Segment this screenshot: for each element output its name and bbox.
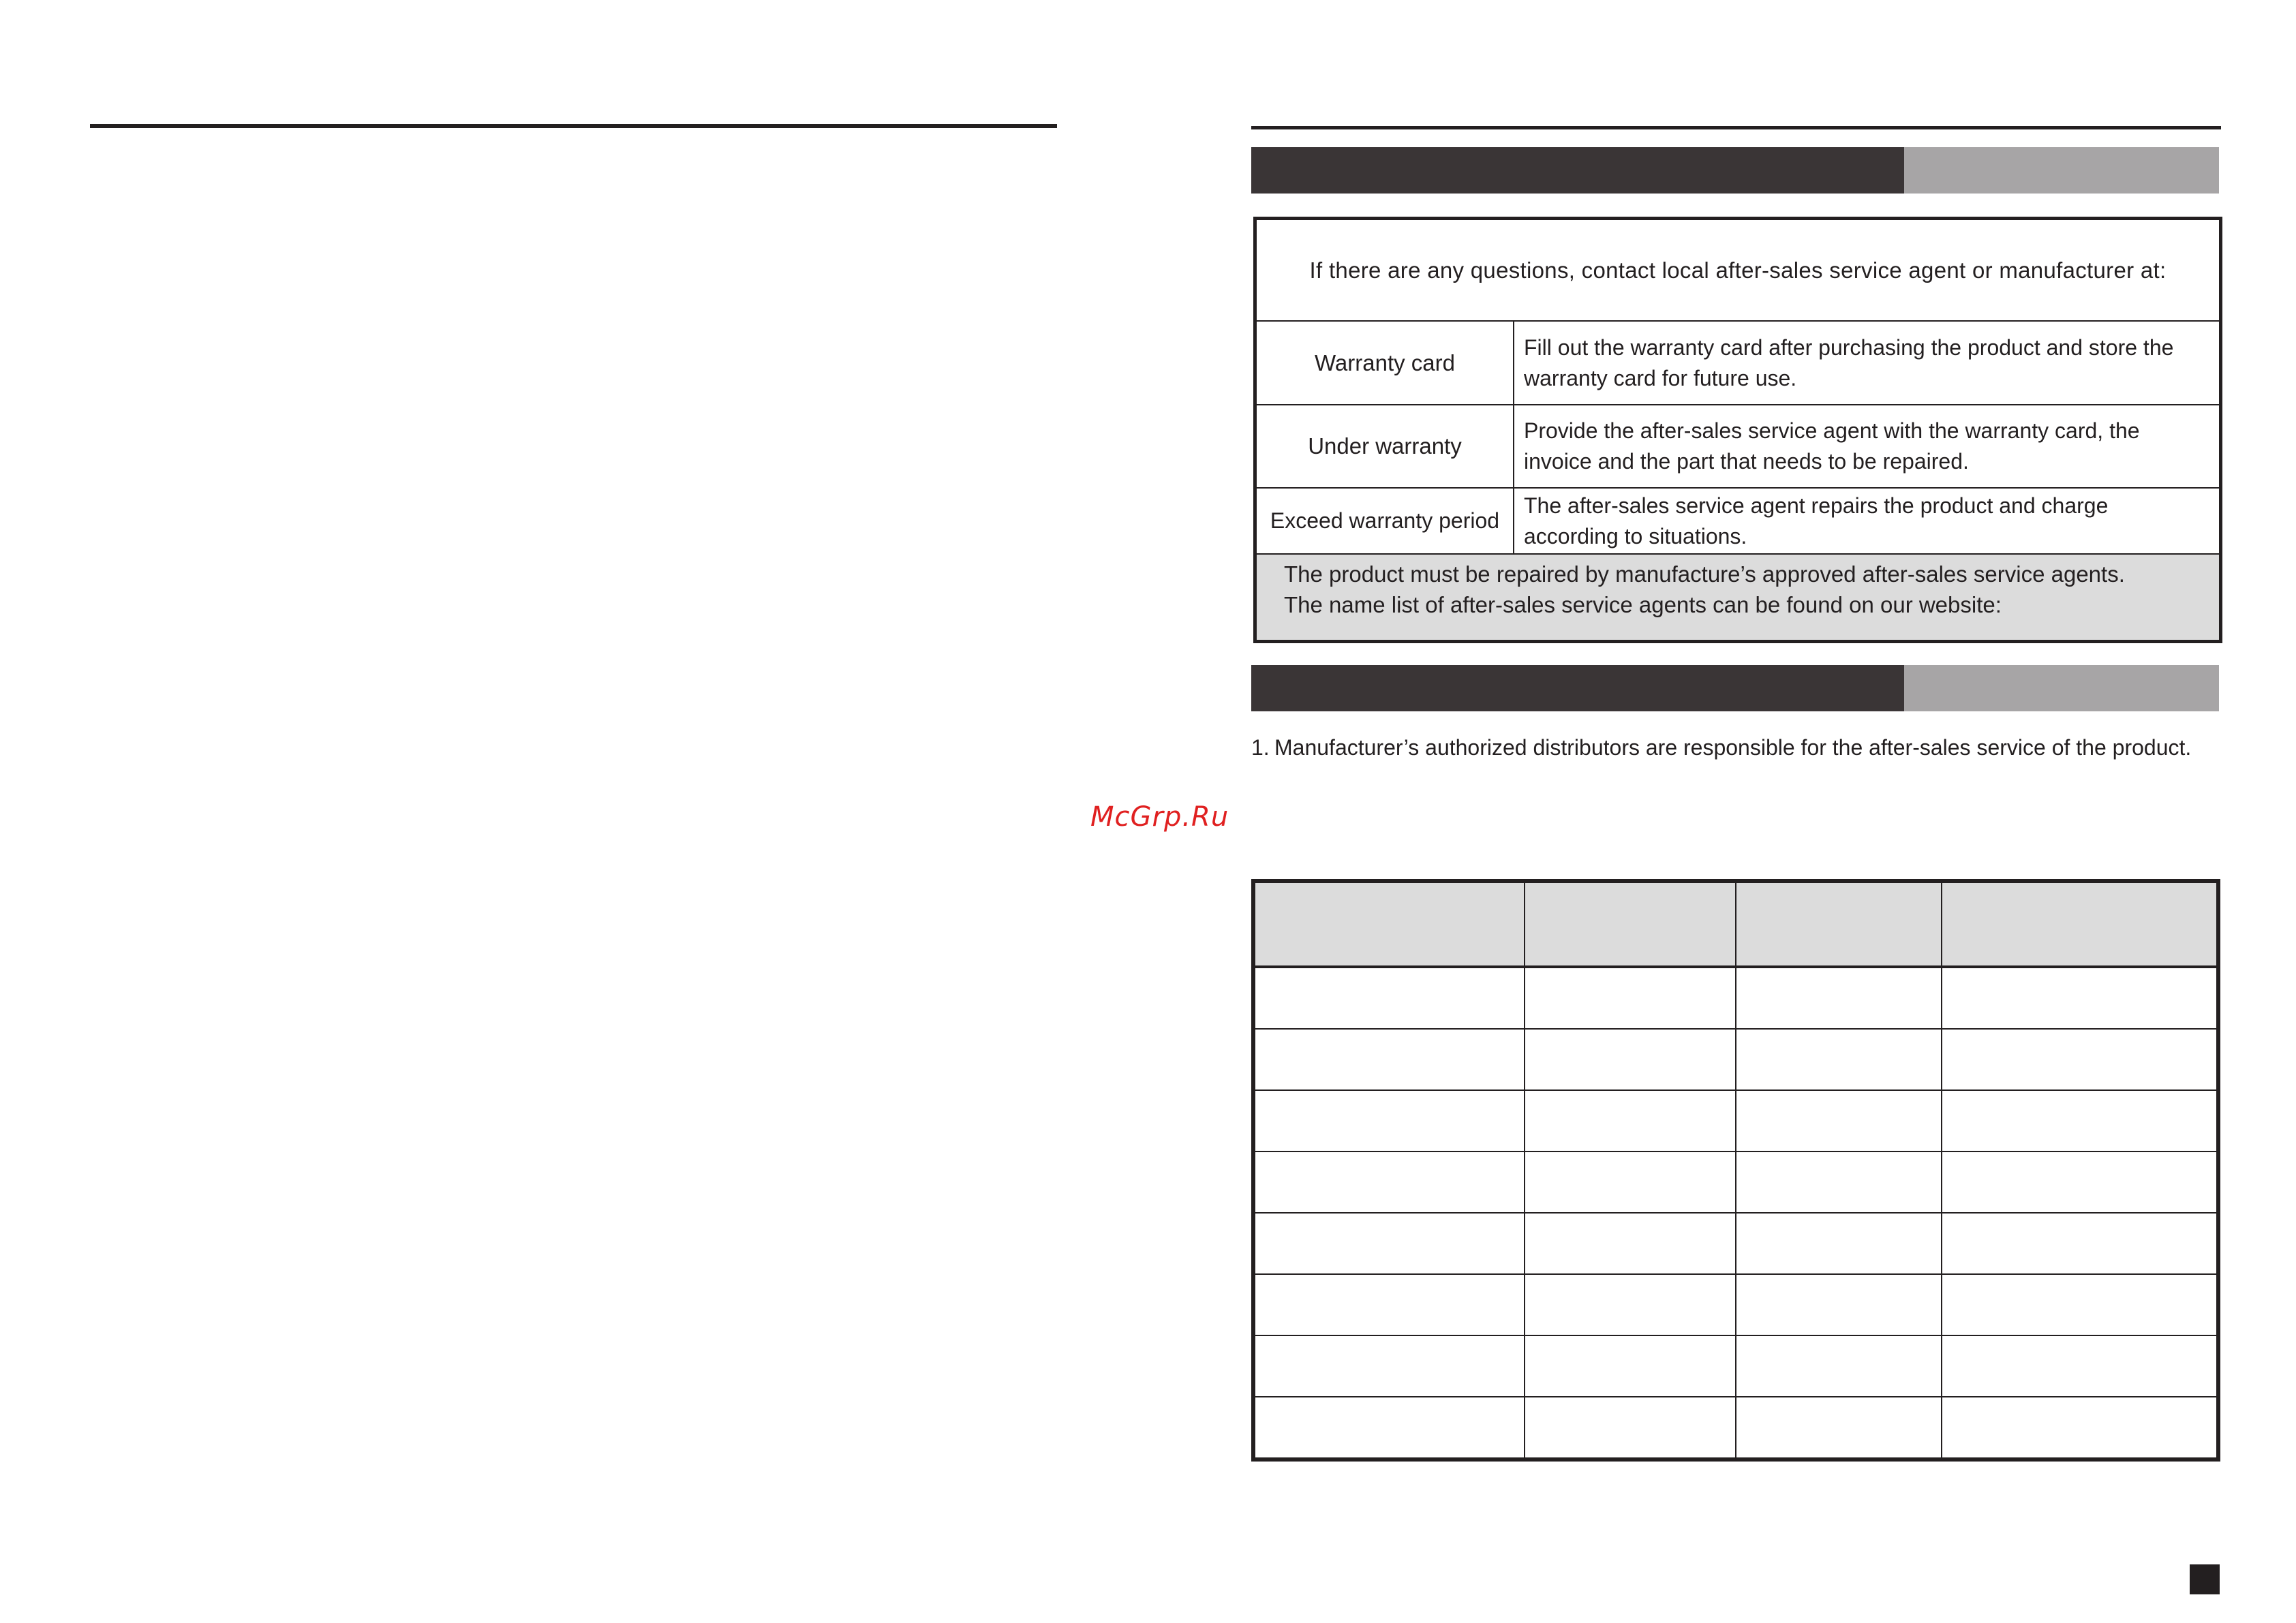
table-cell: [1253, 1090, 1525, 1151]
table-cell: [1736, 1335, 1942, 1397]
warranty-row-label: Under warranty: [1257, 405, 1514, 487]
table-cell: [1736, 1151, 1942, 1213]
table-cell: [1525, 1151, 1736, 1213]
table-header-row: [1253, 881, 2218, 967]
service-section-header-bar: [1251, 665, 2219, 711]
table-cell: [1525, 1397, 1736, 1459]
warranty-intro-text: If there are any questions, contact local after-sales service agent or manufacturer at:: [1309, 257, 2167, 283]
table-cell: [1253, 1335, 1525, 1397]
section-bar-dark: [1251, 147, 1904, 194]
table-header-cell: [1253, 881, 1525, 967]
table-cell: [1253, 1213, 1525, 1274]
warranty-note-line2: The name list of after-sales service agents can be found on our website:: [1284, 592, 2002, 617]
page-marker-square: [2190, 1564, 2220, 1594]
table-cell: [1942, 1090, 2218, 1151]
table-cell: [1942, 1397, 2218, 1459]
table-cell: [1736, 1397, 1942, 1459]
left-page-top-rule: [90, 124, 1057, 128]
table-cell: [1736, 1274, 1942, 1335]
table-cell: [1942, 1335, 2218, 1397]
warranty-row-exceed: [1257, 487, 2219, 553]
table-cell: [1253, 967, 1525, 1029]
table-cell: [1253, 1397, 1525, 1459]
table-row: [1253, 1397, 2218, 1459]
warranty-note-line1: The product must be repaired by manufacture’s approved after-sales service agents.: [1284, 561, 2125, 587]
service-note-item: [1251, 732, 2205, 763]
table-cell: [1253, 1274, 1525, 1335]
table-row: [1253, 1151, 2218, 1213]
section-bar-dark: [1251, 665, 1904, 711]
warranty-row-card: [1257, 320, 2219, 404]
table-row: [1253, 1335, 2218, 1397]
table-cell: [1525, 967, 1736, 1029]
warranty-row-text: The after-sales service agent repairs the product and charge according to situations.: [1524, 493, 2109, 548]
table-cell: [1942, 1213, 2218, 1274]
table-cell: [1736, 967, 1942, 1029]
table-cell: [1942, 1029, 2218, 1090]
table-row: [1253, 1213, 2218, 1274]
watermark-logo: McGrp.Ru: [1090, 801, 1229, 833]
table-row: [1253, 1274, 2218, 1335]
table-header-cell: [1525, 881, 1736, 967]
warranty-note: [1257, 553, 2219, 640]
table-cell: [1942, 967, 2218, 1029]
warranty-section-header-bar: [1251, 147, 2219, 194]
table-cell: [1942, 1274, 2218, 1335]
table-row: [1253, 1090, 2218, 1151]
warranty-info-box: [1253, 217, 2222, 643]
section-bar-light: [1904, 665, 2219, 711]
table-cell: [1525, 1090, 1736, 1151]
section-bar-light: [1904, 147, 2219, 194]
table-header-cell: [1736, 881, 1942, 967]
warranty-row-text: Provide the after-sales service agent with the warranty card, the invoice and the part that needs to be repaired.: [1524, 418, 2140, 474]
table-cell: [1736, 1029, 1942, 1090]
table-cell: [1736, 1090, 1942, 1151]
table-cell: [1736, 1213, 1942, 1274]
service-note-text: Manufacturer’s authorized distributors are responsible for the after-sales service of the product.: [1274, 735, 2192, 760]
warranty-row-text: Fill out the warranty card after purchasing the product and store the warranty card for future use.: [1524, 335, 2174, 390]
table-cell: [1525, 1274, 1736, 1335]
table-cell: [1525, 1335, 1736, 1397]
maintenance-record-table: [1251, 879, 2220, 1462]
service-note-number: 1.: [1251, 735, 1270, 760]
warranty-row-under: [1257, 404, 2219, 487]
table-cell: [1253, 1151, 1525, 1213]
table-cell: [1525, 1029, 1736, 1090]
table-cell: [1942, 1151, 2218, 1213]
warranty-row-label: Warranty card: [1257, 322, 1514, 404]
table-row: [1253, 967, 2218, 1029]
table-cell: [1525, 1213, 1736, 1274]
table-cell: [1253, 1029, 1525, 1090]
right-page-top-rule: [1251, 126, 2221, 129]
table-header-cell: [1942, 881, 2218, 967]
warranty-row-label: Exceed warranty period: [1257, 489, 1514, 553]
table-row: [1253, 1029, 2218, 1090]
